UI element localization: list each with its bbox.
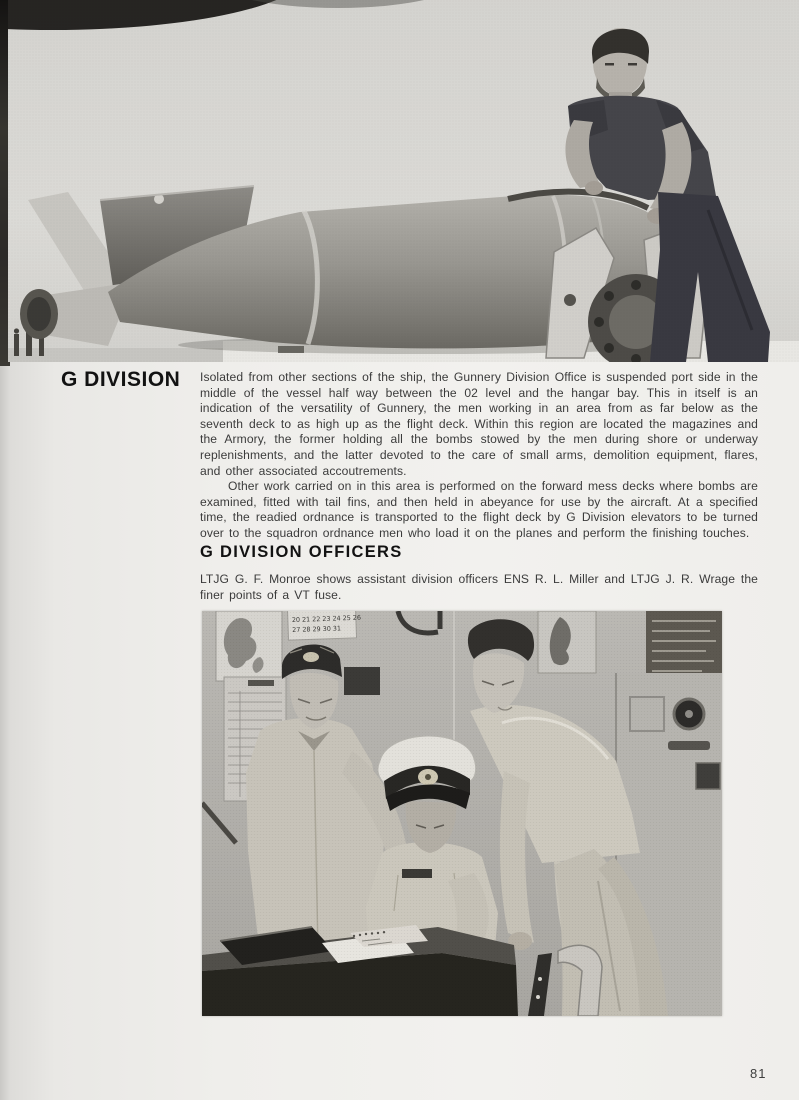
top-photo-bomb-handling [8,0,799,362]
section-heading-officers: G DIVISION OFFICERS [200,543,403,561]
photo-caption: LTJG G. F. Monroe shows assistant division officers ENS R. L. Miller and LTJG J. R. Wrage the finer points of a VT fuse. [200,572,758,602]
section-heading-g-division: G DIVISION [61,368,181,391]
halftone-overlay-2 [202,611,722,1016]
paragraph-1: Isolated from other sections of the ship, the Gunnery Division Office is suspended port side in the middle of the vessel half way between the 02 level and the hangar bay. This in itself is an indication of the versatility of Gunnery, the men working in an area from as far below as the seventh deck to as high up as the flight deck. Within this region are located the magazines and the Armory, the former holding all the bombs stowed by the men during shore or underway replenishments, and the latter devoted to the care of small arms, demolition equipment, flares, and other associated accoutrements. [200,370,758,478]
top-photo-illustration [8,0,799,362]
body-text-column [200,370,758,542]
bottom-photo-illustration [202,611,722,1016]
paragraph-2: Other work carried on in this area is performed on the forward mess decks where bombs are examined, fitted with tail fins, and then held in abeyance for use by the aircraft. At a specified time, the readied ordnance is transported to the flight deck by G Division elevators to be turned over to the squadron ordnance men who load it on the planes and perform the finishing touches. [200,479,758,540]
halftone-overlay [8,0,799,362]
page-number: 81 [750,1066,767,1081]
bottom-photo-officers [202,611,722,1016]
